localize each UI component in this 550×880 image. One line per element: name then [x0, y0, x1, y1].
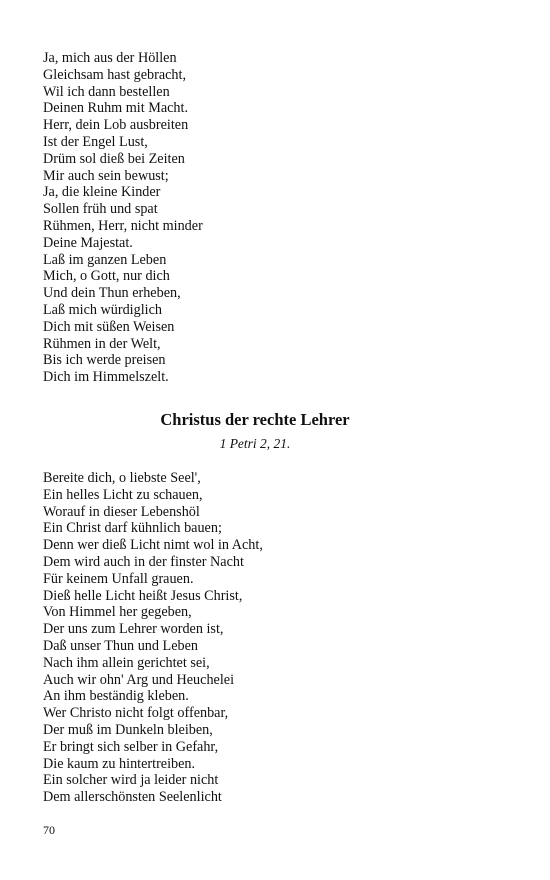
verse-line: An ihm beständig kleben. [43, 688, 189, 705]
verse-line: Drüm sol dieß bei Zeiten [43, 150, 185, 167]
poem-stanza-2 [43, 470, 263, 806]
verse-line: Wil ich dann bestellen [43, 83, 170, 100]
verse-line: Ein Christ darf kühnlich bauen; [43, 520, 222, 537]
verse-line: Der muß im Dunkeln bleiben, [43, 721, 213, 738]
verse-line: Laß mich würdiglich [43, 301, 162, 318]
verse-line: Auch wir ohn' Arg und Heuchelei [43, 671, 235, 688]
verse-line: Dieß helle Licht heißt Jesus Christ, [43, 587, 243, 604]
page-number: 70 [43, 823, 55, 837]
verse-line: Wer Christo nicht folgt offenbar, [43, 705, 229, 722]
verse-line: Gleichsam hast gebracht, [43, 66, 187, 83]
verse-line: Mir auch sein bewust; [43, 167, 169, 184]
verse-line: Daß unser Thun und Leben [43, 637, 198, 654]
verse-line: Ein helles Licht zu schauen, [43, 486, 203, 503]
verse-line: Dem allerschönsten Seelenlicht [43, 789, 222, 806]
verse-line: Bereite dich, o liebste Seel', [43, 470, 201, 486]
verse-line: Deine Majestat. [43, 234, 133, 251]
verse-line: Mich, o Gott, nur dich [43, 268, 170, 285]
verse-line: Ja, die kleine Kinder [43, 184, 161, 201]
verse-line: Von Himmel her gegeben, [43, 604, 192, 621]
verse-line: Für keinem Unfall grauen. [43, 570, 194, 587]
verse-line: Denn wer dieß Licht nimt wol in Acht, [43, 537, 263, 554]
verse-line: Nach ihm allein gerichtet sei, [43, 654, 210, 671]
verse-line: Die kaum zu hintertreiben. [43, 755, 196, 772]
verse-line: Ein solcher wird ja leider nicht [43, 772, 219, 789]
verse-line: Laß im ganzen Leben [43, 251, 167, 268]
verse-line: Ja, mich aus der Höllen [43, 50, 177, 66]
poem-stanza-1 [43, 50, 203, 386]
verse-line: Sollen früh und spat [43, 201, 158, 218]
verse-line: Worauf in dieser Lebenshöl [43, 503, 200, 520]
verse-line: Herr, dein Lob ausbreiten [43, 117, 189, 134]
verse-line: Deinen Ruhm mit Macht. [43, 100, 189, 117]
scripture-reference: 1 Petri 2, 21. [219, 436, 291, 451]
verse-line: Rühmen in der Welt, [43, 335, 161, 352]
hymn-title: Christus der rechte Lehrer [160, 410, 350, 429]
verse-line: Dem wird auch in der finster Nacht [43, 553, 244, 570]
verse-line: Er bringt sich selber in Gefahr, [43, 738, 219, 755]
verse-line: Rühmen, Herr, nicht minder [43, 217, 203, 234]
verse-line: Bis ich werde preisen [43, 352, 166, 369]
verse-line: Der uns zum Lehrer worden ist, [43, 621, 224, 638]
verse-line: Dich mit süßen Weisen [43, 318, 175, 335]
verse-line: Ist der Engel Lust, [43, 133, 148, 150]
verse-line: Dich im Himmelszelt. [43, 369, 169, 386]
verse-line: Und dein Thun erheben, [43, 285, 181, 302]
